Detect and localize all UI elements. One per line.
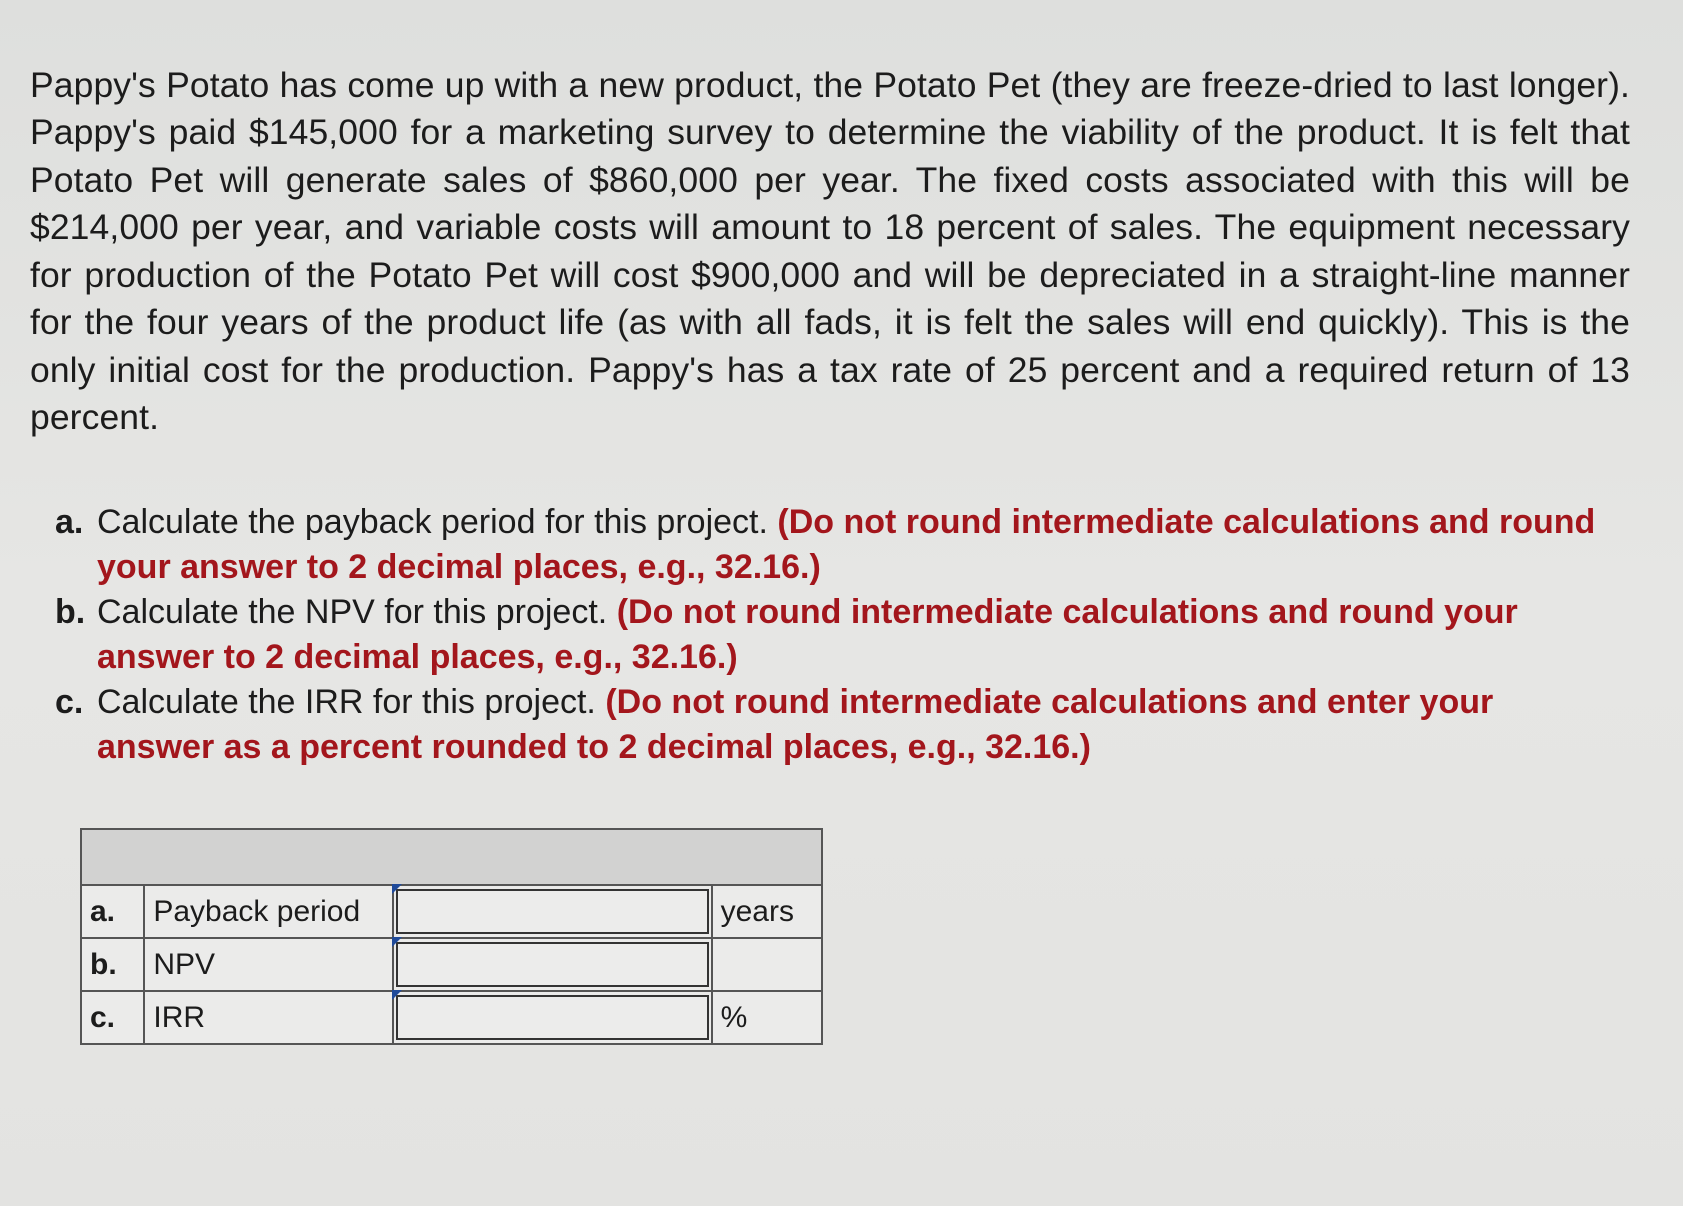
- input-corner-icon: [392, 990, 402, 1000]
- question-a-letter: a.: [55, 503, 84, 541]
- question-b: [55, 590, 1615, 680]
- answer-row-npv: [81, 938, 822, 991]
- question-a-instruction: (Do not round intermediate calculations and round your answer to 2 decimal places, e.g., 32.16.): [97, 503, 1596, 586]
- npv-input[interactable]: [396, 942, 709, 987]
- question-a-text: Calculate the payback period for this project.: [97, 503, 768, 541]
- question-list: [55, 500, 1615, 770]
- row-unit-years: years: [712, 885, 822, 938]
- input-corner-icon: [392, 937, 402, 947]
- irr-input[interactable]: [396, 995, 709, 1040]
- problem-statement: Pappy's Potato has come up with a new product, the Potato Pet (they are freeze-dried to last longer). Pappy's paid $145,000 for a marketing survey to determine the viability of the product. It is felt that Potato Pet will generate sales of $860,000 per year. The fixed costs associated with this will be $214,000 per year, and variable costs will amount to 18 percent of sales. The equipment necessary for production of the Potato Pet will cost $900,000 and will be depreciated in a straight-line manner for the four years of the product life (as with all fads, it is felt the sales will end quickly). This is the only initial cost for the production. Pappy's has a tax rate of 25 percent and a required return of 13 percent.: [30, 64, 1630, 437]
- row-unit-npv: [712, 938, 822, 991]
- answer-table-header-cell: [81, 829, 822, 885]
- question-c: [55, 680, 1615, 770]
- question-b-text: Calculate the NPV for this project.: [97, 593, 608, 631]
- irr-input-cell: [393, 991, 712, 1044]
- payback-period-input[interactable]: [396, 889, 709, 934]
- npv-input-cell: [393, 938, 712, 991]
- question-c-letter: c.: [55, 683, 84, 721]
- question-b-instruction: (Do not round intermediate calculations and round your answer to 2 decimal places, e.g., 32.16.): [97, 593, 1518, 676]
- row-letter: b.: [81, 938, 144, 991]
- answer-table-header: [81, 829, 822, 885]
- input-corner-icon: [392, 884, 402, 894]
- row-label-irr: IRR: [144, 991, 392, 1044]
- answer-row-payback: [81, 885, 822, 938]
- row-label-npv: NPV: [144, 938, 392, 991]
- question-c-instruction: (Do not round intermediate calculations and enter your answer as a percent rounded to 2 decimal places, e.g., 32.16.): [97, 683, 1494, 766]
- question-c-text: Calculate the IRR for this project.: [97, 683, 596, 721]
- row-letter: c.: [81, 991, 144, 1044]
- row-label-payback: Payback period: [144, 885, 392, 938]
- question-b-letter: b.: [55, 593, 86, 631]
- row-letter: a.: [81, 885, 144, 938]
- row-unit-percent: %: [712, 991, 822, 1044]
- answer-table: [80, 828, 823, 1045]
- question-a: [55, 500, 1615, 590]
- answer-row-irr: [81, 991, 822, 1044]
- payback-input-cell: [393, 885, 712, 938]
